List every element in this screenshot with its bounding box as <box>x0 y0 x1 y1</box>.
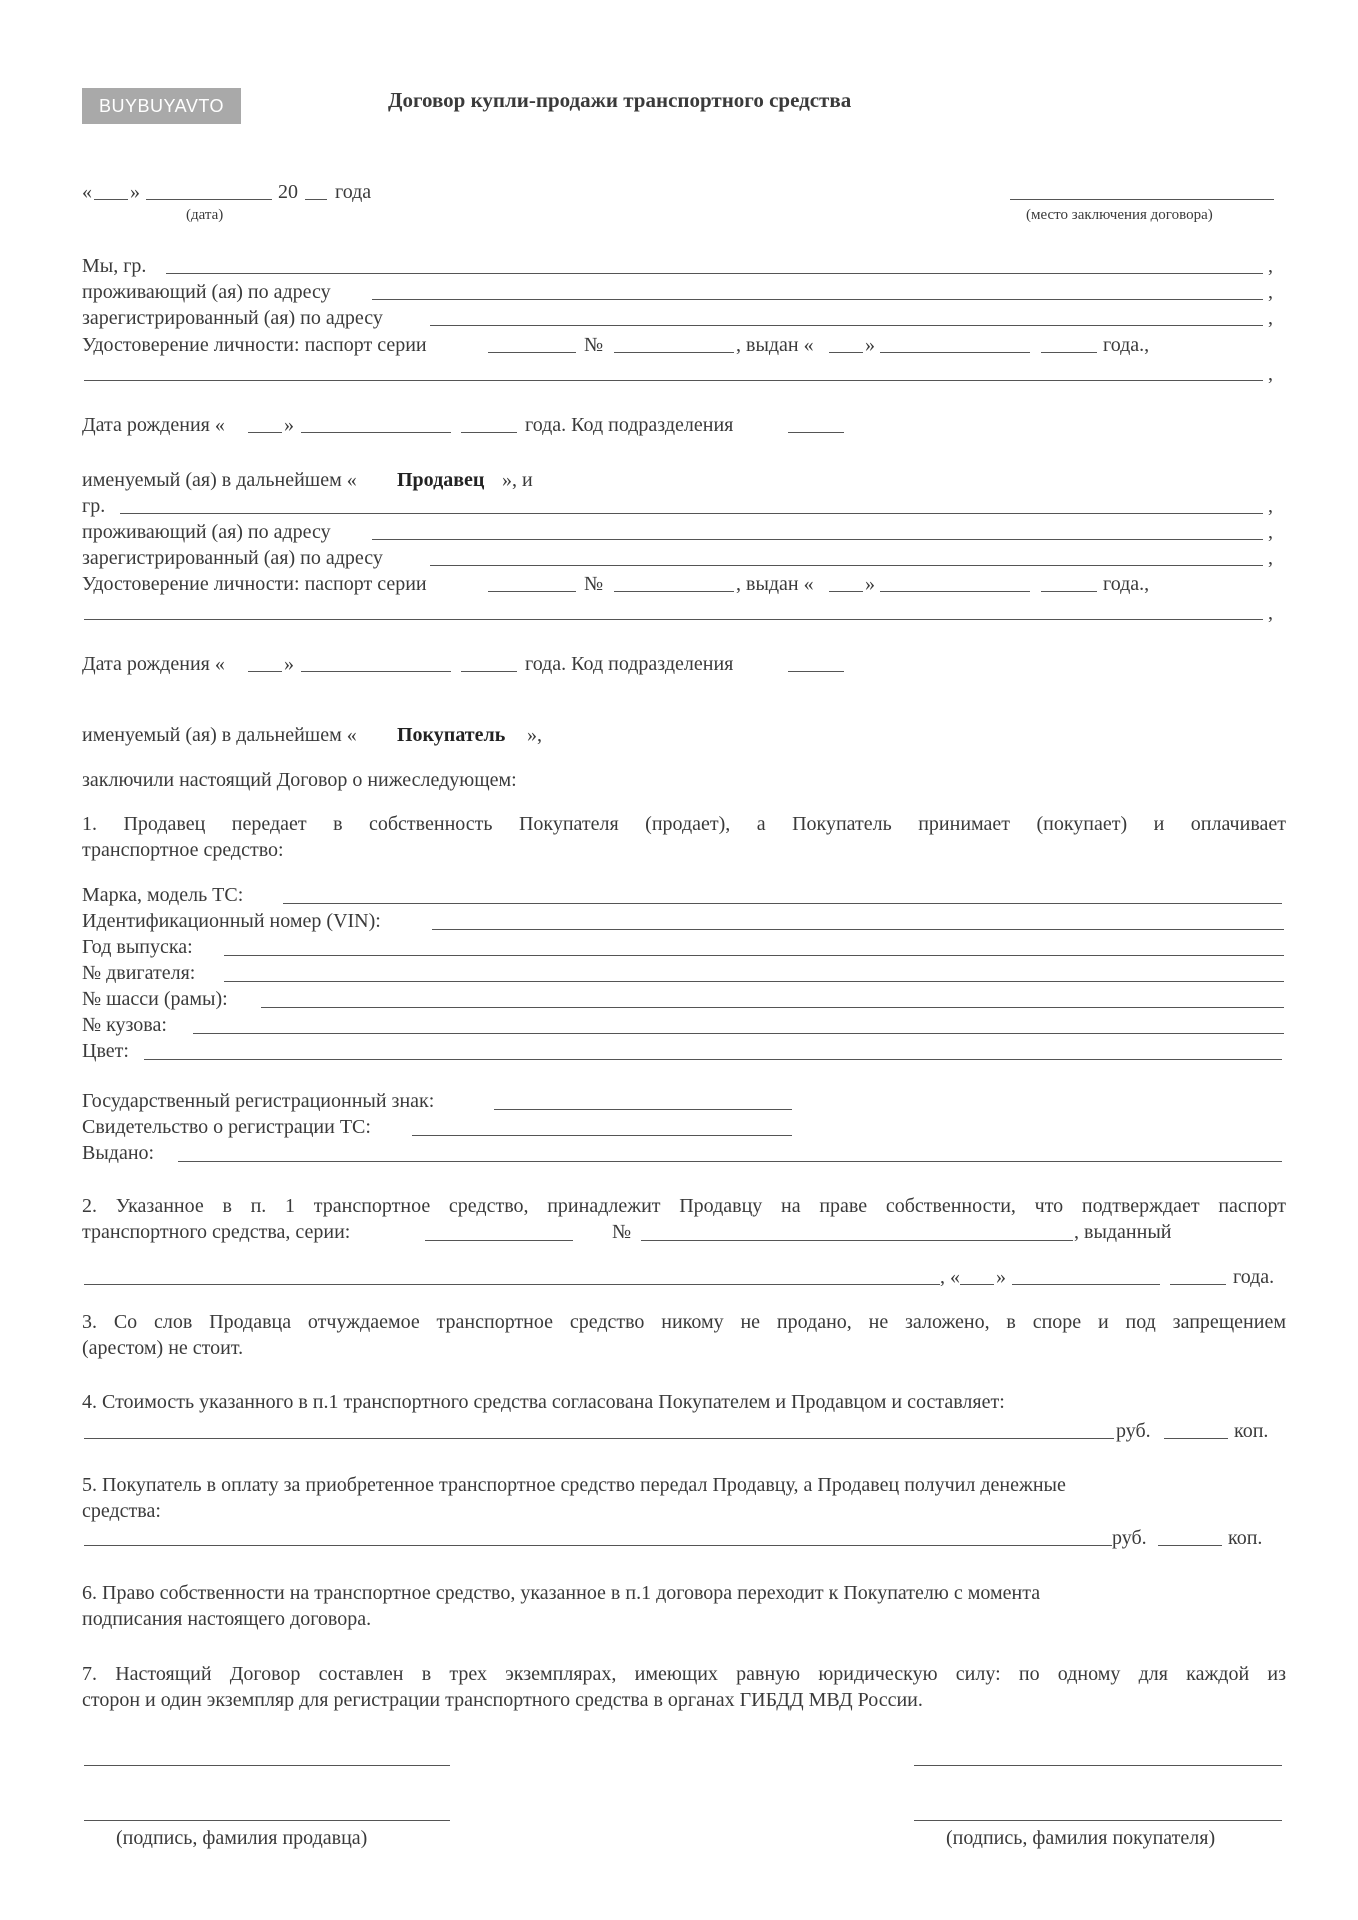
seller-passport-series-field[interactable] <box>488 352 576 353</box>
seller-named-suffix: », и <box>502 469 533 491</box>
seller-birth-day-field[interactable] <box>248 432 282 433</box>
clause-2-date-close: » <box>996 1266 1006 1288</box>
buyer-passport-series-field[interactable] <box>488 591 576 592</box>
seller-residing-field[interactable] <box>372 299 1263 300</box>
pts-issued-month-field[interactable] <box>1012 1284 1160 1285</box>
seller-issued-day-field[interactable] <box>829 352 863 353</box>
body-field[interactable] <box>193 1033 1284 1034</box>
clause-3-line-1: 3. Со слов Продавца отчуждаемое транспортное средство никому не продано, не заложено, в споре и под запрещением <box>82 1311 1286 1333</box>
clause-3-line-2: (арестом) не стоит. <box>82 1337 244 1359</box>
seller-issued-label: , выдан « <box>736 334 814 356</box>
vin-field[interactable] <box>432 929 1284 930</box>
seller-signature-line-1[interactable] <box>84 1765 450 1766</box>
seller-num-sign: № <box>584 334 604 356</box>
clause-1-line-1: 1. Продавец передает в собственность Покупателя (продает), а Покупатель принимает (покупает) и оплачивает <box>82 813 1286 835</box>
payment-kop-field[interactable] <box>1158 1545 1222 1546</box>
clause-2-line-1: 2. Указанное в п. 1 транспортное средство, принадлежит Продавцу на праве собственности, что подтверждает паспорт <box>82 1195 1286 1217</box>
price-kop-field[interactable] <box>1164 1438 1228 1439</box>
seller-birth-year-field[interactable] <box>461 432 517 433</box>
seller-birth-close: » <box>284 414 294 436</box>
seller-birth-label: Дата рождения « <box>82 414 225 436</box>
clause-2-date-open: , « <box>940 1266 960 1288</box>
seller-named-prefix: именуемый (ая) в дальнейшем « <box>82 469 357 491</box>
seller-signature-caption: (подпись, фамилия продавца) <box>116 1827 368 1849</box>
seller-registered-label: зарегистрированный (ая) по адресу <box>82 307 383 329</box>
date-open-quote: « <box>82 181 92 203</box>
seller-residing-comma: , <box>1268 281 1273 303</box>
seller-intro: Мы, гр. <box>82 255 147 277</box>
date-year-field[interactable] <box>305 199 327 200</box>
plate-label: Государственный регистрационный знак: <box>82 1090 435 1112</box>
clause-5-line-1: 5. Покупатель в оплату за приобретенное транспортное средство передал Продавцу, а Продавец получил денежные <box>82 1474 1066 1496</box>
date-month-field[interactable] <box>146 199 272 200</box>
date-day-field[interactable] <box>94 199 128 200</box>
seller-issued-month-field[interactable] <box>880 352 1030 353</box>
clause-4-line-1: 4. Стоимость указанного в п.1 транспортного средства согласована Покупателем и Продавцом и составляет: <box>82 1391 1005 1413</box>
plate-field[interactable] <box>494 1109 792 1110</box>
buyer-signature-line-1[interactable] <box>914 1765 1282 1766</box>
date-close-quote: » <box>130 181 140 203</box>
price-kop-label: коп. <box>1234 1420 1269 1442</box>
seller-issued-by-field[interactable] <box>84 380 1263 381</box>
pts-issued-by-field[interactable] <box>84 1284 940 1285</box>
buyer-id-label: Удостоверение личности: паспорт серии <box>82 573 427 595</box>
chassis-field[interactable] <box>261 1007 1284 1008</box>
issued-by-field[interactable] <box>178 1161 1282 1162</box>
buyer-residing-comma: , <box>1268 521 1273 543</box>
clause-2-year-word: года. <box>1233 1266 1275 1288</box>
buyer-birth-label: Дата рождения « <box>82 653 225 675</box>
buyer-issued-label: , выдан « <box>736 573 814 595</box>
place-field[interactable] <box>1010 199 1274 200</box>
pts-issued-year-field[interactable] <box>1170 1284 1226 1285</box>
issued-by-label: Выдано: <box>82 1142 155 1164</box>
pts-series-field[interactable] <box>425 1240 573 1241</box>
seller-name-field[interactable] <box>166 273 1263 274</box>
date-caption: (дата) <box>186 207 224 223</box>
clause-7-line-1: 7. Настоящий Договор составлен в трех экземплярах, имеющих равную юридическую силу: по одному для каждой из <box>82 1663 1286 1685</box>
seller-id-label: Удостоверение личности: паспорт серии <box>82 334 427 356</box>
year-label: Год выпуска: <box>82 936 193 958</box>
seller-residing-label: проживающий (ая) по адресу <box>82 281 331 303</box>
buyer-name-comma: , <box>1268 495 1273 517</box>
clause-5-line-2: средства: <box>82 1500 161 1522</box>
vin-label: Идентификационный номер (VIN): <box>82 910 381 932</box>
buyer-named-suffix: », <box>527 724 542 746</box>
place-caption: (место заключения договора) <box>1026 207 1213 223</box>
seller-signature-line-2[interactable] <box>84 1820 450 1821</box>
clause-1-line-2: транспортное средство: <box>82 839 284 861</box>
logo: BUYBUYAVTO <box>82 88 241 124</box>
buyer-issued-year-word: года., <box>1103 573 1150 595</box>
year-field[interactable] <box>224 955 1284 956</box>
certificate-field[interactable] <box>412 1135 792 1136</box>
pts-issued-day-field[interactable] <box>960 1284 994 1285</box>
clause-6-line-2: подписания настоящего договора. <box>82 1608 372 1630</box>
agreement-intro: заключили настоящий Договор о нижеследующем: <box>82 769 517 791</box>
buyer-issued-day-field[interactable] <box>829 591 863 592</box>
seller-registered-comma: , <box>1268 307 1273 329</box>
seller-issued-year-word: года., <box>1103 334 1150 356</box>
color-field[interactable] <box>144 1059 1282 1060</box>
engine-field[interactable] <box>224 981 1284 982</box>
buyer-birth-year-field[interactable] <box>461 671 517 672</box>
buyer-signature-caption: (подпись, фамилия покупателя) <box>946 1827 1216 1849</box>
seller-name-comma: , <box>1268 255 1273 277</box>
buyer-birth-month-field[interactable] <box>301 671 451 672</box>
seller-role: Продавец <box>397 469 485 491</box>
document-title: Договор купли-продажи транспортного средства <box>388 88 852 112</box>
pts-number-field[interactable] <box>641 1240 1073 1241</box>
make-model-field[interactable] <box>283 903 1282 904</box>
buyer-issued-year-field[interactable] <box>1041 591 1097 592</box>
buyer-issued-by-comma: , <box>1268 602 1273 624</box>
seller-issued-year-field[interactable] <box>1041 352 1097 353</box>
buyer-issued-close: » <box>865 573 875 595</box>
seller-issued-close: » <box>865 334 875 356</box>
certificate-label: Свидетельство о регистрации ТС: <box>82 1116 371 1138</box>
clause-6-line-1: 6. Право собственности на транспортное средство, указанное в п.1 договора переходит к Покупателю с момента <box>82 1582 1041 1604</box>
make-model-label: Марка, модель ТС: <box>82 884 244 906</box>
payment-kop-label: коп. <box>1228 1527 1263 1549</box>
buyer-birth-close: » <box>284 653 294 675</box>
date-year-prefix: 20 <box>278 181 298 203</box>
buyer-named-prefix: именуемый (ая) в дальнейшем « <box>82 724 357 746</box>
buyer-intro: гр. <box>82 495 106 517</box>
buyer-registered-label: зарегистрированный (ая) по адресу <box>82 547 383 569</box>
buyer-residing-label: проживающий (ая) по адресу <box>82 521 331 543</box>
engine-label: № двигателя: <box>82 962 196 984</box>
buyer-issued-by-field[interactable] <box>84 619 1263 620</box>
clause-7-line-2: сторон и один экземпляр для регистрации транспортного средства в органах ГИБДД МВД России. <box>82 1689 923 1711</box>
seller-birth-month-field[interactable] <box>301 432 451 433</box>
buyer-name-field[interactable] <box>120 513 1263 514</box>
payment-rub-label: руб. <box>1112 1527 1147 1549</box>
seller-dept-code-label: года. Код подразделения <box>525 414 734 436</box>
clause-2-num-sign: № <box>612 1221 632 1243</box>
chassis-label: № шасси (рамы): <box>82 988 228 1010</box>
seller-registered-field[interactable] <box>430 325 1263 326</box>
body-label: № кузова: <box>82 1014 167 1036</box>
buyer-num-sign: № <box>584 573 604 595</box>
buyer-issued-month-field[interactable] <box>880 591 1030 592</box>
clause-2-issued-label: , выданный <box>1074 1221 1172 1243</box>
color-label: Цвет: <box>82 1040 129 1062</box>
clause-2-series-label: транспортного средства, серии: <box>82 1221 351 1243</box>
seller-dept-code-field[interactable] <box>788 432 844 433</box>
buyer-registered-field[interactable] <box>430 565 1263 566</box>
payment-rub-field[interactable] <box>84 1545 1112 1546</box>
buyer-residing-field[interactable] <box>372 539 1263 540</box>
seller-issued-by-comma: , <box>1268 363 1273 385</box>
price-rub-label: руб. <box>1116 1420 1151 1442</box>
seller-passport-number-field[interactable] <box>614 352 734 353</box>
buyer-signature-line-2[interactable] <box>914 1820 1282 1821</box>
buyer-dept-code-label: года. Код подразделения <box>525 653 734 675</box>
price-rub-field[interactable] <box>84 1438 1114 1439</box>
buyer-passport-number-field[interactable] <box>614 591 734 592</box>
buyer-dept-code-field[interactable] <box>788 671 844 672</box>
buyer-birth-day-field[interactable] <box>248 671 282 672</box>
date-year-word: года <box>335 181 372 203</box>
buyer-registered-comma: , <box>1268 547 1273 569</box>
buyer-role: Покупатель <box>397 724 506 746</box>
